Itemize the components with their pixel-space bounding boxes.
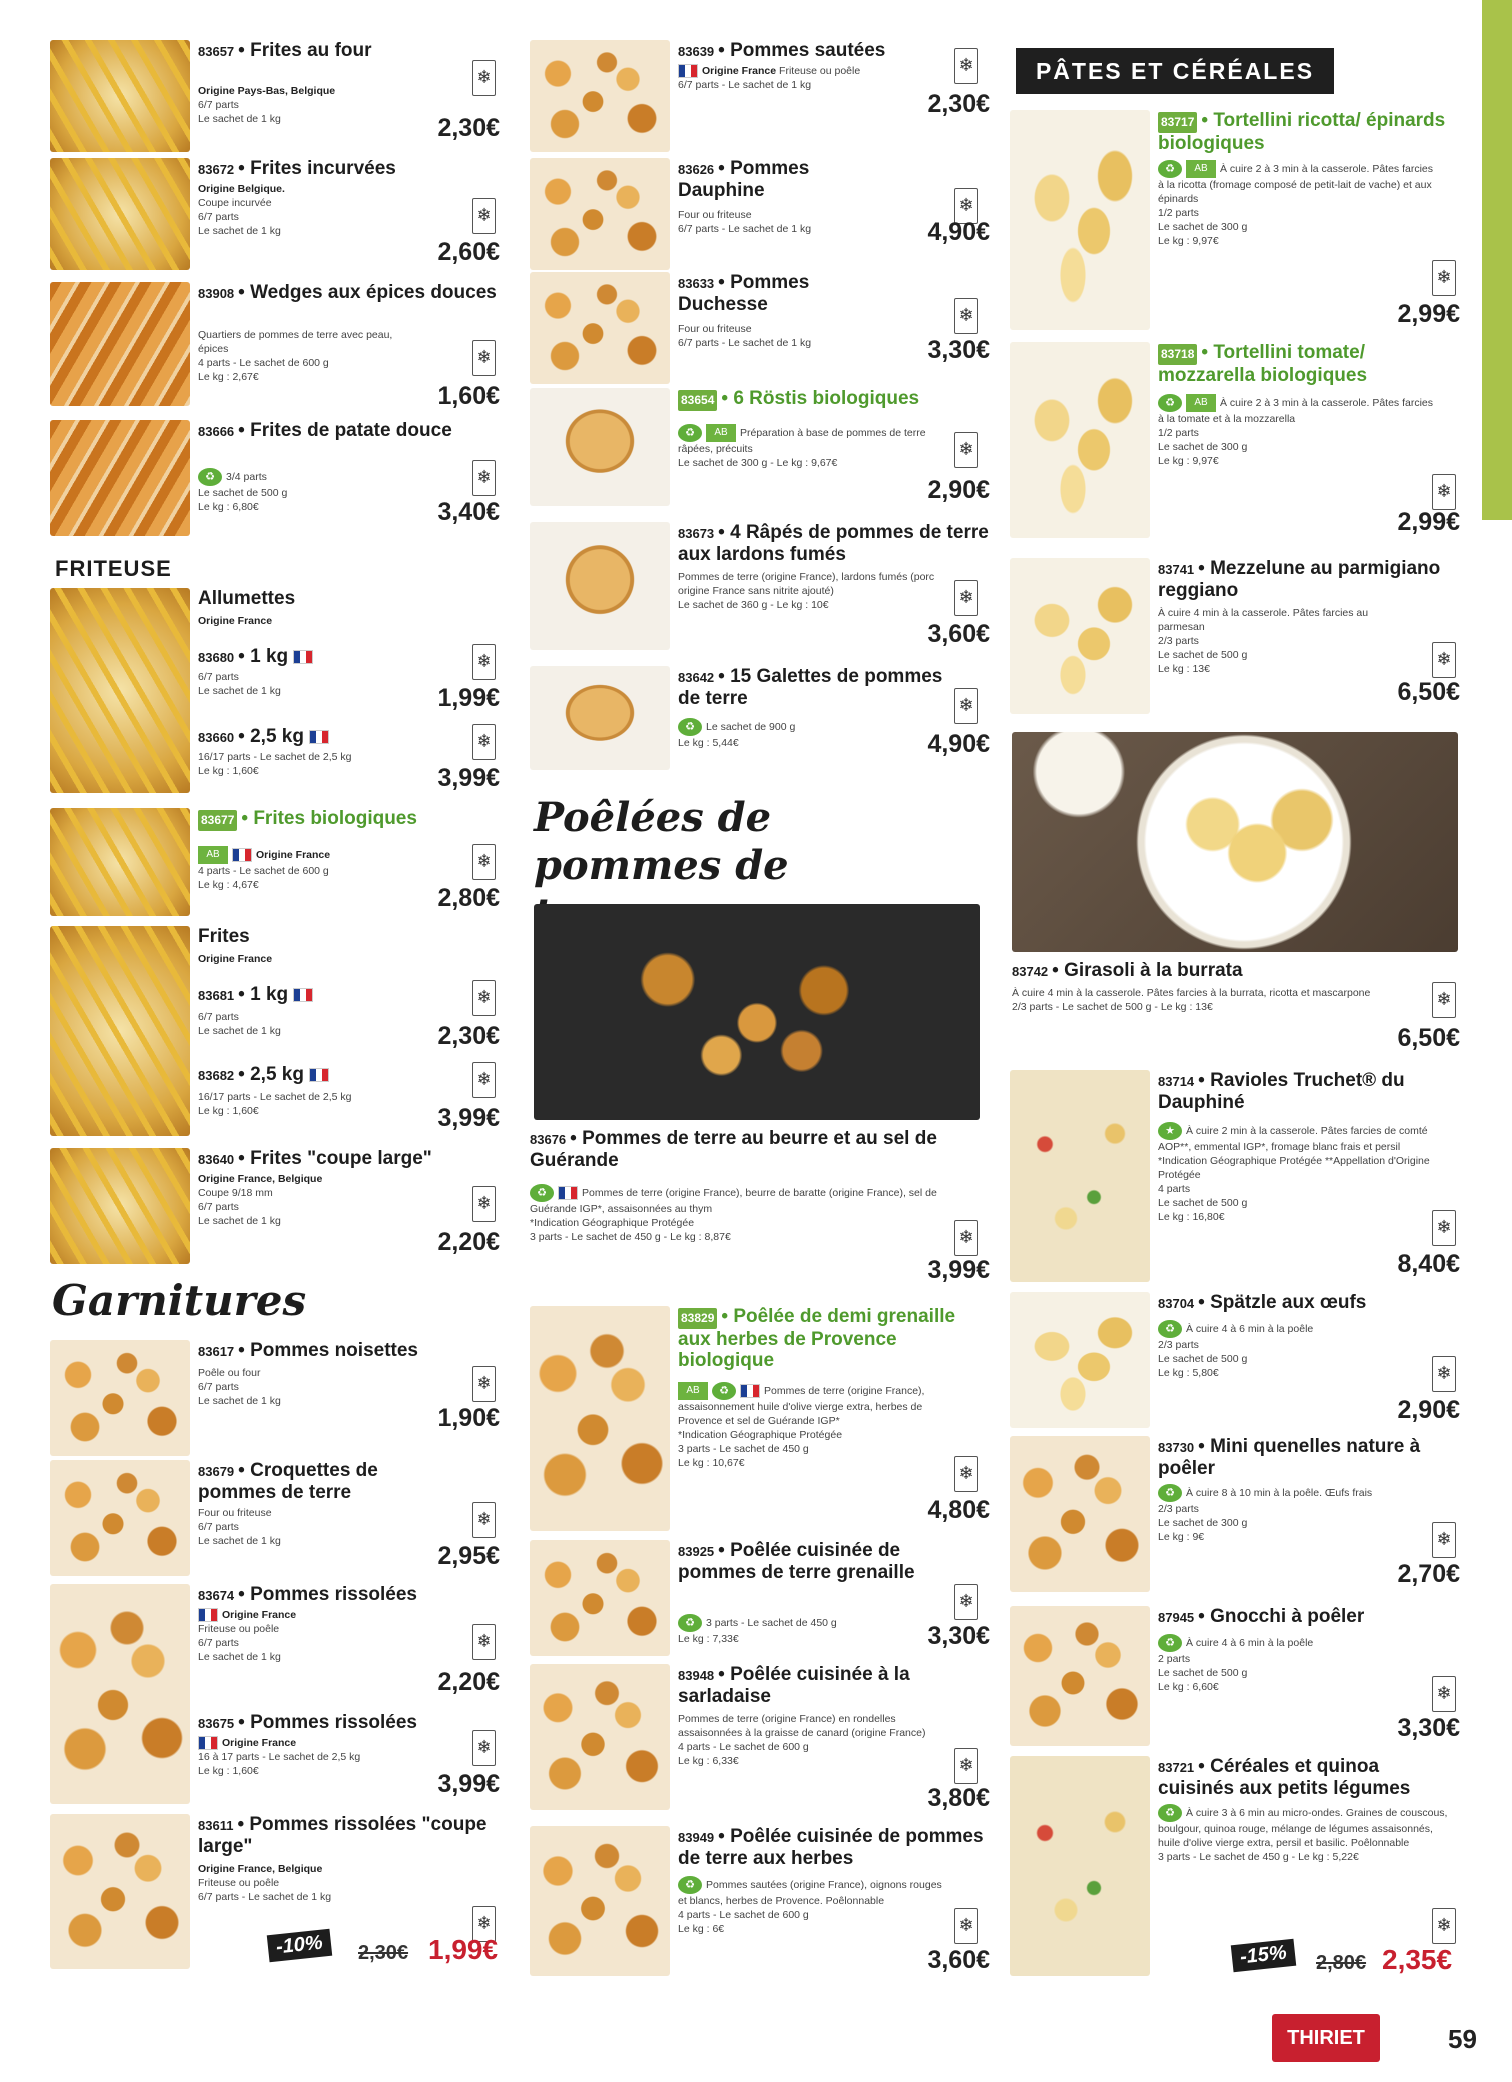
product-description: ♻ 3 parts - Le sachet de 450 g Le kg : 7,33€ — [678, 1614, 878, 1646]
freezer-icon: ❄ — [472, 724, 496, 760]
discount-badge: -10% — [267, 1929, 332, 1962]
freezer-icon: ❄ — [954, 298, 978, 334]
product-card[interactable] — [530, 666, 1000, 776]
product-title: 83666 • Frites de patate douce — [198, 420, 452, 441]
freezer-icon: ❄ — [472, 1062, 496, 1098]
section-banner-pates: PÂTES ET CÉRÉALES — [1016, 48, 1334, 94]
product-title: 83925 • Poêlée cuisinée de pommes de terre grenaille — [678, 1540, 915, 1583]
product-description: AB ♻ Pommes de terre (origine France), assaisonnement huile d'olive vierge extra, herbes de Provence et sel de Guérande IGP* *Indication Géographique Protégée 3 parts - Le sachet de 450 g Le kg : 10,67€ — [678, 1382, 958, 1470]
product-price: 2,80€ — [437, 884, 500, 912]
product-price: 3,30€ — [927, 336, 990, 364]
product-image — [50, 1584, 190, 1804]
product-price: 2,95€ — [437, 1542, 500, 1570]
product-card[interactable] — [1010, 1756, 1470, 1982]
france-flag-icon — [309, 1068, 329, 1082]
product-price: 4,90€ — [927, 218, 990, 246]
product-price: 2,60€ — [437, 238, 500, 266]
product-image — [530, 272, 670, 384]
eco-label-icon: ♻ — [530, 1184, 554, 1202]
variant-title: 83660 • 2,5 kg — [198, 726, 333, 748]
product-price: 3,99€ — [437, 1770, 500, 1798]
product-image — [50, 282, 190, 406]
product-title: Allumettes — [198, 588, 296, 609]
product-image — [530, 666, 670, 770]
product-title: 83654 • 6 Röstis biologiques — [678, 388, 998, 411]
product-description: Origine France Friteuse ou poêle 6/7 parts - Le sachet de 1 kg — [678, 65, 861, 92]
variant-description: 16/17 parts - Le sachet de 2,5 kg Le kg : 1,60€ — [198, 1091, 352, 1117]
hero-image — [1012, 732, 1458, 952]
freezer-icon: ❄ — [472, 198, 496, 234]
product-image — [50, 1340, 190, 1456]
freezer-icon: ❄ — [954, 688, 978, 724]
product-title: 83611 • Pommes rissolées "coupe large" — [198, 1814, 487, 1857]
product-price: 1,99€ — [437, 684, 500, 712]
product-price: 3,40€ — [437, 498, 500, 526]
product-description: ♻ Le sachet de 900 g Le kg : 5,44€ — [678, 718, 878, 750]
product-card[interactable] — [50, 1460, 510, 1580]
freezer-icon: ❄ — [1432, 982, 1456, 1018]
freezer-icon: ❄ — [472, 1366, 496, 1402]
product-title: 83639 • Pommes sautées — [678, 40, 886, 61]
product-description: ★ À cuire 2 min à la casserole. Pâtes farcies de comté AOP**, emmental IGP*, fromage blanc frais et persil *Indication Géographique Protégée **Appellation d'Origine Protégée 4 parts Le sachet de 500 g Le kg : 16,80€ — [1158, 1122, 1448, 1224]
product-title: 83679 • Croquettes de pommes de terre — [198, 1460, 378, 1503]
hero-image — [534, 904, 980, 1120]
section-heading-poelees: Poêlées de pommes de — [534, 794, 789, 889]
freezer-icon: ❄ — [472, 844, 496, 880]
france-flag-icon — [198, 1608, 218, 1622]
product-title: 83718 • Tortellini tomate/ mozzarella biologiques — [1158, 342, 1368, 386]
product-card[interactable] — [50, 40, 510, 158]
product-price: 4,90€ — [927, 730, 990, 758]
organic-label-icon: AB — [1186, 160, 1216, 178]
product-image — [530, 1306, 670, 1531]
eco-label-icon: ♻ — [1158, 1484, 1182, 1502]
product-description: ♻ AB Préparation à base de pommes de terre râpées, précuits Le sachet de 300 g - Le kg : 9,67€ — [678, 424, 948, 470]
product-card[interactable] — [530, 1540, 1000, 1660]
product-card[interactable] — [1010, 1292, 1470, 1432]
product-description: Origine France, Belgique Friteuse ou poêle 6/7 parts - Le sachet de 1 kg — [198, 1863, 332, 1903]
freezer-icon: ❄ — [1432, 1908, 1456, 1944]
freezer-icon: ❄ — [954, 432, 978, 468]
product-origin: Origine France — [198, 615, 273, 627]
promo-price: 1,99€ — [428, 1934, 499, 1965]
product-description: ♻ 3/4 parts Le sachet de 500 g Le kg : 6,80€ — [198, 468, 398, 514]
product-price: 2,30€ — [437, 1022, 500, 1050]
product-card[interactable] — [1010, 558, 1470, 718]
product-title: 83676 • Pommes de terre au beurre et au sel de Guérande — [530, 1128, 937, 1171]
product-image — [1010, 1756, 1150, 1976]
product-title: 83642 • 15 Galettes de pommes de terre — [678, 666, 943, 709]
product-description: ♻ AB À cuire 2 à 3 min à la casserole. Pâtes farcies à la tomate et à la mozzarella 1/2 parts Le sachet de 300 g Le kg : 9,97€ — [1158, 394, 1438, 468]
freezer-icon: ❄ — [954, 1908, 978, 1944]
eco-label-icon: ♻ — [1158, 1320, 1182, 1338]
product-card[interactable] — [50, 282, 510, 412]
product-image — [1010, 110, 1150, 330]
organic-label-icon: AB — [198, 846, 228, 864]
old-price: 2,80€ — [1316, 1952, 1367, 1974]
product-image — [530, 388, 670, 506]
product-image — [50, 158, 190, 270]
organic-label-icon: AB — [706, 424, 736, 442]
product-price: 3,80€ — [927, 1784, 990, 1812]
variant-description: 6/7 parts Le sachet de 1 kg — [198, 671, 281, 697]
product-title: 83674 • Pommes rissolées — [198, 1584, 417, 1605]
product-card[interactable] — [50, 1148, 510, 1268]
product-price: 2,90€ — [1397, 1396, 1460, 1424]
freezer-icon: ❄ — [472, 980, 496, 1016]
product-origin: Origine France — [198, 953, 273, 965]
variant-title: 83682 • 2,5 kg — [198, 1064, 333, 1086]
variant-description: 6/7 parts Le sachet de 1 kg — [198, 1011, 281, 1037]
product-card[interactable] — [530, 40, 1000, 158]
product-card[interactable] — [50, 1340, 510, 1458]
product-image — [1010, 1070, 1150, 1282]
old-price: 2,30€ — [358, 1942, 409, 1964]
page-number: 59 — [1448, 2024, 1477, 2054]
product-title: 83742 • Girasoli à la burrata — [1012, 960, 1243, 981]
product-image — [530, 1826, 670, 1976]
product-title: Frites — [198, 926, 250, 947]
product-description: Four ou friteuse 6/7 parts - Le sachet de 1 kg — [678, 209, 812, 235]
product-title: 83741 • Mezzelune au parmigiano reggiano — [1158, 558, 1441, 601]
eco-label-icon: ♻ — [1158, 160, 1182, 178]
product-price: 3,99€ — [437, 764, 500, 792]
freezer-icon: ❄ — [472, 460, 496, 496]
product-title: 83640 • Frites "coupe large" — [198, 1148, 432, 1169]
product-description: ♻ À cuire 4 à 6 min à la poêle 2/3 parts Le sachet de 500 g Le kg : 5,80€ — [1158, 1320, 1378, 1380]
product-card[interactable] — [530, 158, 1000, 276]
france-flag-icon — [198, 1736, 218, 1750]
product-price: 6,50€ — [1397, 678, 1460, 706]
product-price: 4,80€ — [927, 1496, 990, 1524]
freezer-icon: ❄ — [1432, 1522, 1456, 1558]
variant-title: 83681 • 1 kg — [198, 984, 317, 1006]
product-card[interactable] — [1010, 1606, 1470, 1756]
product-card[interactable] — [530, 522, 1000, 652]
product-price: 2,30€ — [437, 114, 500, 142]
product-card[interactable] — [50, 926, 510, 1146]
product-card[interactable] — [1010, 110, 1470, 336]
product-card[interactable] — [530, 1826, 1000, 1986]
product-title: 83626 • Pommes Dauphine — [678, 158, 810, 201]
product-card[interactable] — [1010, 960, 1470, 1070]
product-description: Four ou friteuse 6/7 parts Le sachet de 1 kg — [198, 1507, 281, 1547]
product-price: 2,99€ — [1397, 300, 1460, 328]
product-price: 2,20€ — [437, 1668, 500, 1696]
freezer-icon: ❄ — [954, 580, 978, 616]
product-description: À cuire 4 min à la casserole. Pâtes farcies à la burrata, ricotta et mascarpone 2/3 parts - Le sachet de 500 g - Le kg : 13€ — [1012, 987, 1371, 1013]
eco-label-icon: ♻ — [678, 1614, 702, 1632]
france-flag-icon — [293, 988, 313, 1002]
product-price: 3,30€ — [927, 1622, 990, 1650]
product-image — [1010, 1606, 1150, 1746]
product-card[interactable] — [50, 588, 510, 803]
france-flag-icon — [678, 64, 698, 78]
product-title: 83657 • Frites au four — [198, 40, 372, 61]
product-description: ♻ AB À cuire 2 à 3 min à la casserole. Pâtes farcies à la ricotta (fromage composé de petit-lait de vache) et aux épinards 1/2 parts Le sachet de 300 g Le kg : 9,97€ — [1158, 160, 1438, 248]
freezer-icon: ❄ — [472, 1186, 496, 1222]
product-title: 83672 • Frites incurvées — [198, 158, 396, 179]
product-price: 3,60€ — [927, 1946, 990, 1974]
product-description: À cuire 4 min à la casserole. Pâtes farcies au parmesan 2/3 parts Le sachet de 500 g Le kg : 13€ — [1158, 607, 1369, 675]
product-image — [530, 40, 670, 152]
product-title: 87945 • Gnocchi à poêler — [1158, 1606, 1365, 1627]
product-card[interactable] — [530, 388, 1000, 512]
product-price: 2,99€ — [1397, 508, 1460, 536]
freezer-icon: ❄ — [472, 1730, 496, 1766]
product-title: 83949 • Poêlée cuisinée de pommes de terre aux herbes — [678, 1826, 984, 1869]
product-price: 3,60€ — [927, 620, 990, 648]
section-color-tab — [1482, 0, 1512, 520]
freezer-icon: ❄ — [472, 1624, 496, 1660]
product-image — [530, 1664, 670, 1810]
product-title: 83730 • Mini quenelles nature à poêler — [1158, 1436, 1421, 1479]
freezer-icon: ❄ — [472, 1906, 496, 1942]
france-flag-icon — [232, 848, 252, 862]
freezer-icon: ❄ — [954, 188, 978, 224]
product-title: 83908 • Wedges aux épices douces — [198, 282, 497, 303]
product-image — [530, 522, 670, 650]
freezer-icon: ❄ — [1432, 474, 1456, 510]
product-image — [50, 926, 190, 1136]
product-image — [1010, 1292, 1150, 1428]
product-card[interactable] — [530, 1306, 1000, 1536]
product-image — [1010, 558, 1150, 714]
discount-badge: -15% — [1231, 1939, 1296, 1972]
product-description: ♻ À cuire 8 à 10 min à la poêle. Œufs frais 2/3 parts Le sachet de 300 g Le kg : 9€ — [1158, 1484, 1388, 1544]
product-title: 83677 • Frites biologiques — [198, 808, 417, 831]
freezer-icon: ❄ — [954, 1748, 978, 1784]
freezer-icon: ❄ — [954, 48, 978, 84]
product-title: 83673 • 4 Râpés de pommes de terre aux lardons fumés — [678, 522, 989, 565]
product-description: Origine France, Belgique Coupe 9/18 mm 6/7 parts Le sachet de 1 kg — [198, 1173, 323, 1227]
product-card[interactable] — [1010, 1070, 1470, 1286]
freezer-icon: ❄ — [1432, 1676, 1456, 1712]
product-card[interactable] — [1010, 1436, 1470, 1596]
product-description: Origine Pays-Bas, Belgique 6/7 parts Le sachet de 1 kg — [198, 85, 336, 125]
product-price: 8,40€ — [1397, 1250, 1460, 1278]
product-card[interactable] — [530, 1128, 1000, 1288]
product-image — [530, 1540, 670, 1656]
product-description: AB Origine France 4 parts - Le sachet de 600 g Le kg : 4,67€ — [198, 846, 438, 892]
product-image — [50, 420, 190, 536]
product-image — [50, 1460, 190, 1576]
product-title: 83829 • Poêlée de demi grenaille aux herbes de Provence biologique — [678, 1306, 956, 1371]
product-title: 83633 • Pommes Duchesse — [678, 272, 810, 315]
product-title: 83675 • Pommes rissolées — [198, 1712, 417, 1733]
product-price: 6,50€ — [1397, 1024, 1460, 1052]
promo-price: 2,35€ — [1382, 1944, 1453, 1975]
organic-label-icon: AB — [1186, 394, 1216, 412]
product-card[interactable] — [50, 1814, 510, 1974]
product-price: 1,90€ — [437, 1404, 500, 1432]
eco-label-icon: ♻ — [678, 424, 702, 442]
aop-label-icon: ★ — [1158, 1122, 1182, 1140]
product-card[interactable] — [50, 158, 510, 276]
brand-logo: THIRIET — [1272, 2014, 1380, 2062]
product-image — [50, 588, 190, 793]
freezer-icon: ❄ — [954, 1456, 978, 1492]
product-card[interactable] — [50, 420, 510, 540]
france-flag-icon — [309, 730, 329, 744]
product-image — [530, 158, 670, 270]
product-image — [1010, 1436, 1150, 1592]
product-image — [50, 40, 190, 152]
product-image — [1010, 342, 1150, 538]
freezer-icon: ❄ — [472, 1502, 496, 1538]
product-image — [50, 1814, 190, 1969]
product-description: Four ou friteuse 6/7 parts - Le sachet de 1 kg — [678, 323, 812, 349]
freezer-icon: ❄ — [954, 1220, 978, 1256]
variant-description: 16/17 parts - Le sachet de 2,5 kg Le kg : 1,60€ — [198, 751, 352, 777]
eco-label-icon: ♻ — [678, 718, 702, 736]
product-price: 2,70€ — [1397, 1560, 1460, 1588]
product-description: Origine Belgique. Coupe incurvée 6/7 parts Le sachet de 1 kg — [198, 183, 285, 237]
france-flag-icon — [558, 1186, 578, 1200]
eco-label-icon: ♻ — [678, 1876, 702, 1894]
product-description: Pommes de terre (origine France), lardons fumés (porc origine France sans nitrite ajouté) Le sachet de 360 g - Le kg : 10€ — [678, 571, 935, 611]
freezer-icon: ❄ — [1432, 642, 1456, 678]
product-title: 83721 • Céréales et quinoa cuisinés aux petits légumes — [1158, 1756, 1411, 1799]
product-price: 3,99€ — [437, 1104, 500, 1132]
eco-label-icon: ♻ — [198, 468, 222, 486]
freezer-icon: ❄ — [1432, 1356, 1456, 1392]
france-flag-icon — [293, 650, 313, 664]
product-price: 1,60€ — [437, 382, 500, 410]
product-description: ♻ À cuire 4 à 6 min à la poêle 2 parts Le sachet de 500 g Le kg : 6,60€ — [1158, 1634, 1378, 1694]
section-heading-garnitures: Garnitures — [52, 1276, 307, 1325]
product-title: 83948 • Poêlée cuisinée à la sarladaise — [678, 1664, 910, 1707]
section-heading-friteuse: FRITEUSE — [55, 556, 172, 581]
product-description: Quartiers de pommes de terre avec peau, épices 4 parts - Le sachet de 600 g Le kg : 2,67€ — [198, 329, 393, 383]
freezer-icon: ❄ — [472, 60, 496, 96]
product-price: 3,99€ — [927, 1256, 990, 1284]
eco-label-icon: ♻ — [1158, 1634, 1182, 1652]
france-flag-icon — [740, 1384, 760, 1398]
product-card[interactable] — [530, 272, 1000, 388]
product-description: Pommes de terre (origine France) en rondelles assaisonnées à la graisse de canard (origine France) 4 parts - Le sachet de 600 g Le kg : 6,33€ — [678, 1713, 926, 1767]
product-card[interactable] — [50, 808, 510, 918]
variant-title: 83680 • 1 kg — [198, 646, 317, 668]
eco-label-icon: ♻ — [712, 1382, 736, 1400]
product-price: 3,30€ — [1397, 1714, 1460, 1742]
product-title: 83704 • Spätzle aux œufs — [1158, 1292, 1367, 1313]
product-description: ♻ Pommes de terre (origine France), beurre de baratte (origine France), sel de Guérande IGP*, assaisonnées au thym *Indication Géographique Protégée 3 parts - Le sachet de 450 g - Le kg : 8,87€ — [530, 1184, 950, 1244]
product-description: Origine France 16 à 17 parts - Le sachet de 2,5 kg Le kg : 1,60€ — [198, 1737, 361, 1778]
product-price: 2,30€ — [927, 90, 990, 118]
product-description: Origine France Friteuse ou poêle 6/7 parts Le sachet de 1 kg — [198, 1609, 297, 1664]
product-title: 83714 • Ravioles Truchet® du Dauphiné — [1158, 1070, 1405, 1113]
freezer-icon: ❄ — [472, 644, 496, 680]
freezer-icon: ❄ — [1432, 1210, 1456, 1246]
organic-label-icon: AB — [678, 1382, 708, 1400]
product-price: 2,90€ — [927, 476, 990, 504]
eco-label-icon: ♻ — [1158, 394, 1182, 412]
product-title: 83617 • Pommes noisettes — [198, 1340, 418, 1361]
product-title: 83717 • Tortellini ricotta/ épinards biologiques — [1158, 110, 1446, 154]
freezer-icon: ❄ — [472, 340, 496, 376]
product-card[interactable] — [1010, 342, 1470, 542]
product-description: ♻ À cuire 3 à 6 min au micro-ondes. Graines de couscous, boulgour, quinoa rouge, mélange de légumes assaisonnés, huile d'olive vierge extra, persil et basilic. Poêlonnable 3 parts - Le sachet de 450 g - Le kg : 5,22€ — [1158, 1804, 1448, 1864]
product-image — [50, 1148, 190, 1264]
product-description: Poêle ou four 6/7 parts Le sachet de 1 kg — [198, 1367, 281, 1407]
freezer-icon: ❄ — [1432, 260, 1456, 296]
product-price: 2,20€ — [437, 1228, 500, 1256]
eco-label-icon: ♻ — [1158, 1804, 1182, 1822]
product-card[interactable] — [50, 1584, 510, 1810]
product-card[interactable] — [530, 1664, 1000, 1814]
product-description: ♻ Pommes sautées (origine France), oignons rouges et blancs, herbes de Provence. Poêlonnable 4 parts - Le sachet de 600 g Le kg : 6€ — [678, 1876, 948, 1936]
product-image — [50, 808, 190, 916]
freezer-icon: ❄ — [954, 1584, 978, 1620]
